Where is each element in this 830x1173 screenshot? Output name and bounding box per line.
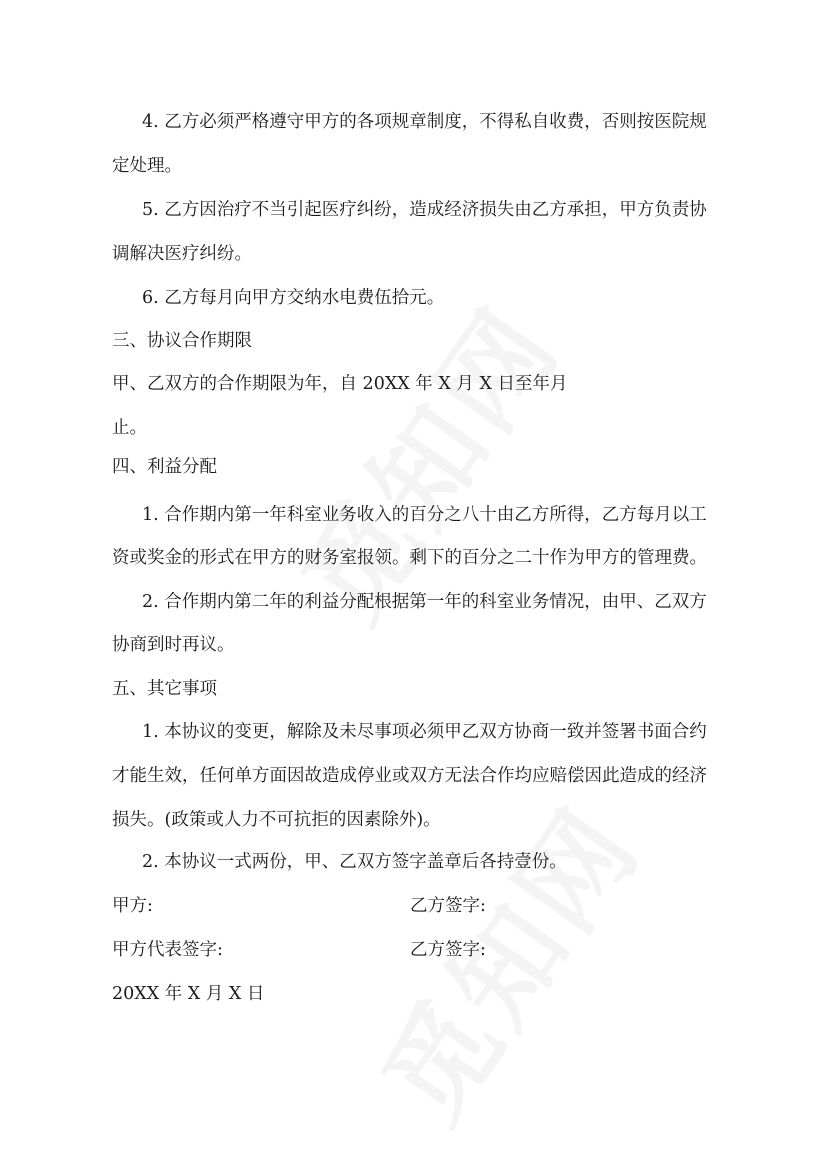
profit-1-line-2: 资或奖金的形式在甲方的财务室报领。剩下的百分之二十作为甲方的管理费。 [112, 548, 707, 568]
section-3-heading: 三、协议合作期限 [112, 331, 252, 351]
other-1-line-1: 1. 本协议的变更，解除及未尽事项必须甲乙双方协商一致并签署书面合约 [142, 722, 707, 742]
clause-6: 6. 乙方每月向甲方交纳水电费伍拾元。 [142, 288, 445, 308]
party-b-signature-label: 乙方签字: [410, 896, 486, 916]
clause-5-line-1: 5. 乙方因治疗不当引起医疗纠纷，造成经济损失由乙方承担，甲方负责协 [142, 200, 707, 220]
section-5-heading: 五、其它事项 [112, 679, 217, 699]
party-a-rep-signature-label: 甲方代表签字: [112, 940, 223, 960]
party-b-signature-label-2: 乙方签字: [410, 940, 486, 960]
profit-2-line-2: 协商到时再议。 [112, 635, 235, 655]
other-2: 2. 本协议一式两份，甲、乙双方签字盖章后各持壹份。 [142, 852, 567, 872]
other-1-line-3: 损失。(政策或人力不可抗拒的因素除外)。 [112, 810, 441, 830]
other-1-line-2: 才能生效，任何单方面因故造成停业或双方无法合作均应赔偿因此造成的经济 [112, 766, 707, 786]
clause-4-line-2: 定处理。 [112, 156, 182, 176]
clause-5-line-2: 调解决医疗纠纷。 [112, 244, 252, 264]
party-a-label: 甲方: [112, 896, 153, 916]
term-line-1: 甲、乙双方的合作期限为年，自 20XX 年 X 月 X 日至年月 [112, 374, 568, 394]
term-line-2: 止。 [112, 418, 147, 438]
profit-2-line-1: 2. 合作期内第二年的利益分配根据第一年的科室业务情况，由甲、乙双方 [142, 592, 707, 612]
profit-1-line-1: 1. 合作期内第一年科室业务收入的百分之八十由乙方所得，乙方每月以工 [142, 505, 707, 525]
signing-date: 20XX 年 X 月 X 日 [112, 984, 265, 1004]
section-4-heading: 四、利益分配 [112, 457, 217, 477]
clause-4-line-1: 4. 乙方必须严格遵守甲方的各项规章制度，不得私自收费，否则按医院规 [142, 112, 707, 132]
